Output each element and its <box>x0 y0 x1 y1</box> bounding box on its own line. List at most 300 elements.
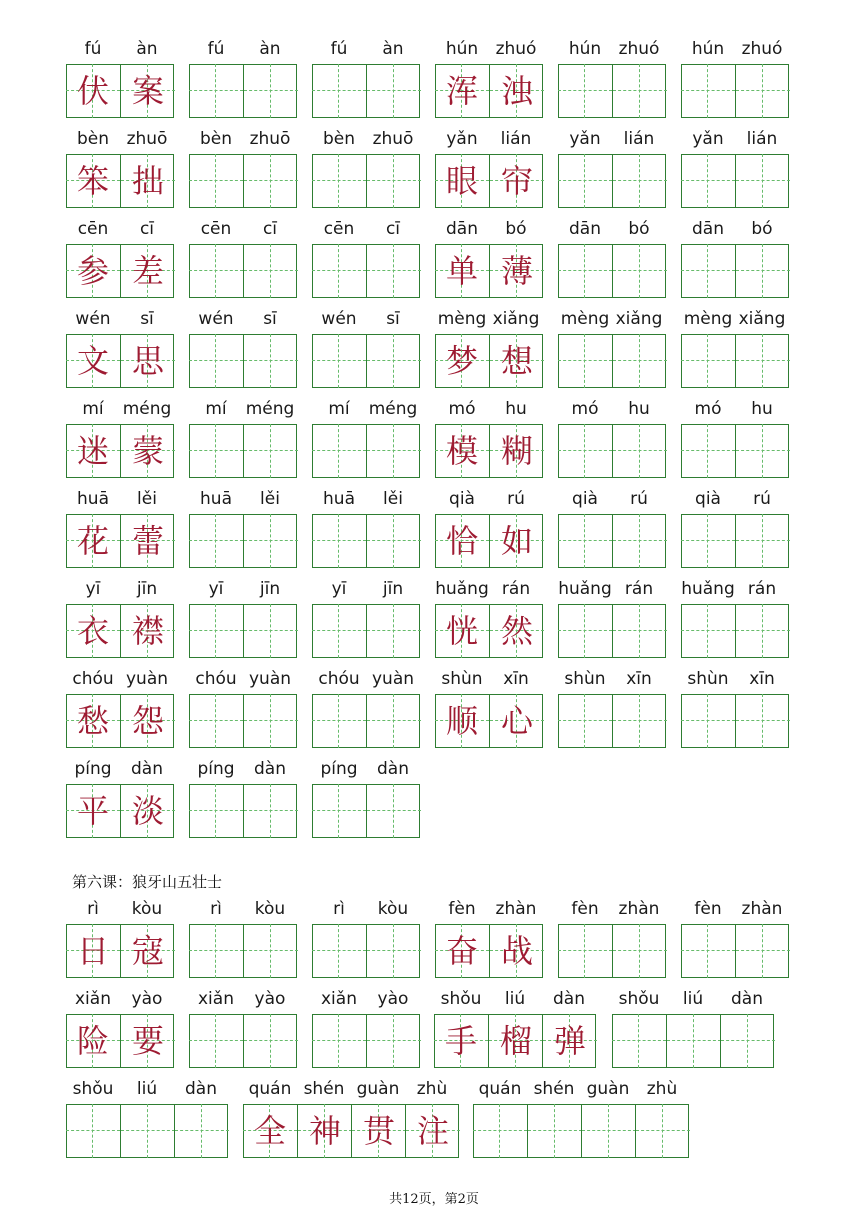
practice-box-group[interactable] <box>312 424 420 478</box>
guide-line-vertical <box>270 424 271 478</box>
writing-cell[interactable] <box>612 334 666 388</box>
writing-cell[interactable] <box>312 424 366 478</box>
guide-line-horizontal <box>244 360 298 361</box>
practice-box-group[interactable] <box>681 924 789 978</box>
writing-cell[interactable] <box>312 784 366 838</box>
writing-cell[interactable] <box>558 424 612 478</box>
model-word <box>435 694 543 748</box>
writing-cell[interactable] <box>612 924 666 978</box>
practice-box-group[interactable] <box>681 694 789 748</box>
pinyin-syllable: lěi <box>137 489 157 509</box>
character-cell <box>243 1104 297 1158</box>
pinyin-syllable: qià <box>449 489 475 509</box>
pinyin-syllable: xiǎn <box>321 989 357 1009</box>
guide-line-horizontal <box>636 1130 690 1131</box>
character-cell <box>120 924 174 978</box>
writing-cell[interactable] <box>189 924 243 978</box>
writing-cell[interactable] <box>243 604 297 658</box>
writing-cell[interactable] <box>243 244 297 298</box>
practice-box-group[interactable] <box>312 604 420 658</box>
character-cell <box>66 924 120 978</box>
writing-cell[interactable] <box>612 1014 666 1068</box>
pinyin-syllable: méng <box>122 399 172 419</box>
pinyin-syllable: dàn <box>185 1079 217 1099</box>
pinyin-syllable: kòu <box>254 899 286 919</box>
hanzi-character: 寇 <box>131 932 164 970</box>
pinyin-syllable: mó <box>448 399 476 419</box>
pinyin-syllable: dān <box>692 219 724 239</box>
practice-box-group[interactable] <box>189 694 297 748</box>
pinyin-syllable: yào <box>377 989 409 1009</box>
pinyin-syllable: huā <box>200 489 232 509</box>
writing-cell[interactable] <box>66 1104 120 1158</box>
writing-cell[interactable] <box>581 1104 635 1158</box>
hanzi-character: 襟 <box>131 612 164 650</box>
writing-cell[interactable] <box>681 604 735 658</box>
guide-line-horizontal <box>189 810 243 811</box>
guide-line-horizontal <box>121 1130 175 1131</box>
writing-cell[interactable] <box>612 604 666 658</box>
pinyin-syllable: lián <box>746 129 778 149</box>
writing-cell[interactable] <box>681 154 735 208</box>
writing-cell[interactable] <box>312 244 366 298</box>
pinyin-syllable: zhuó <box>495 39 537 59</box>
guide-line-vertical <box>554 1104 555 1158</box>
pinyin-syllable: píng <box>320 759 358 779</box>
writing-cell[interactable] <box>558 924 612 978</box>
writing-cell[interactable] <box>243 514 297 568</box>
pinyin-syllable: wén <box>75 309 111 329</box>
pinyin-syllable: hún <box>445 39 479 59</box>
character-cell <box>435 424 489 478</box>
guide-line-vertical <box>747 1014 748 1068</box>
practice-box-group[interactable] <box>312 154 420 208</box>
pinyin-syllable: cī <box>262 219 278 239</box>
pinyin-syllable: quán <box>248 1079 292 1099</box>
writing-cell[interactable] <box>558 694 612 748</box>
pinyin-syllable: méng <box>368 399 418 419</box>
practice-box-group[interactable] <box>189 334 297 388</box>
guide-line-vertical <box>338 694 339 748</box>
guide-line-vertical <box>147 1104 148 1158</box>
guide-line-vertical <box>215 694 216 748</box>
model-word <box>435 924 543 978</box>
practice-box-group[interactable] <box>312 1014 420 1068</box>
practice-box-group[interactable] <box>312 514 420 568</box>
guide-line-horizontal <box>189 180 243 181</box>
guide-line-vertical <box>393 514 394 568</box>
guide-line-horizontal <box>736 360 790 361</box>
writing-cell[interactable] <box>243 334 297 388</box>
writing-cell[interactable] <box>735 694 789 748</box>
guide-line-vertical <box>584 154 585 208</box>
character-cell <box>297 1104 351 1158</box>
character-cell <box>120 64 174 118</box>
pinyin-syllable: yuàn <box>125 669 169 689</box>
writing-cell[interactable] <box>243 694 297 748</box>
practice-box-group[interactable] <box>189 514 297 568</box>
writing-cell[interactable] <box>243 924 297 978</box>
guide-line-vertical <box>270 154 271 208</box>
writing-cell[interactable] <box>312 154 366 208</box>
guide-line-horizontal <box>558 540 612 541</box>
pinyin-syllable: guàn <box>586 1079 630 1099</box>
writing-cell[interactable] <box>312 334 366 388</box>
writing-cell[interactable] <box>735 604 789 658</box>
writing-cell[interactable] <box>558 64 612 118</box>
practice-box-group[interactable] <box>312 924 420 978</box>
pinyin-syllable: zhuō <box>249 129 291 149</box>
writing-cell[interactable] <box>174 1104 228 1158</box>
writing-cell[interactable] <box>635 1104 689 1158</box>
pinyin-syllable: xiǎng <box>615 309 663 329</box>
writing-cell[interactable] <box>366 424 420 478</box>
writing-cell[interactable] <box>243 64 297 118</box>
pinyin-syllable: cī <box>139 219 155 239</box>
guide-line-horizontal <box>681 180 735 181</box>
practice-box-group[interactable] <box>681 244 789 298</box>
character-cell <box>405 1104 459 1158</box>
practice-box-group[interactable] <box>189 424 297 478</box>
practice-box-group[interactable] <box>189 784 297 838</box>
character-cell <box>489 924 543 978</box>
practice-box-group[interactable] <box>558 924 666 978</box>
writing-cell[interactable] <box>681 334 735 388</box>
guide-line-vertical <box>393 424 394 478</box>
writing-cell[interactable] <box>735 64 789 118</box>
guide-line-vertical <box>215 514 216 568</box>
writing-cell[interactable] <box>612 154 666 208</box>
writing-cell[interactable] <box>366 64 420 118</box>
pinyin-syllable: guàn <box>356 1079 400 1099</box>
guide-line-horizontal <box>613 630 667 631</box>
pinyin-syllable: fú <box>330 39 348 59</box>
writing-cell[interactable] <box>681 64 735 118</box>
character-cell <box>542 1014 596 1068</box>
practice-box-group[interactable] <box>189 64 297 118</box>
pinyin-syllable: yǎn <box>692 129 724 149</box>
writing-cell[interactable] <box>366 334 420 388</box>
pinyin-syllable: mèng <box>683 309 733 329</box>
pinyin-syllable: yī <box>331 579 347 599</box>
pinyin-syllable: sī <box>263 309 277 329</box>
guide-line-vertical <box>608 1104 609 1158</box>
practice-box-group[interactable] <box>558 424 666 478</box>
pinyin-syllable: mí <box>328 399 350 419</box>
practice-box-group[interactable] <box>681 424 789 478</box>
character-cell <box>66 64 120 118</box>
practice-box-group[interactable] <box>189 1014 297 1068</box>
writing-cell[interactable] <box>120 1104 174 1158</box>
practice-box-group[interactable] <box>312 784 420 838</box>
guide-line-vertical <box>393 694 394 748</box>
writing-cell[interactable] <box>189 694 243 748</box>
guide-line-vertical <box>338 924 339 978</box>
practice-box-group[interactable] <box>681 604 789 658</box>
writing-cell[interactable] <box>558 514 612 568</box>
writing-cell[interactable] <box>366 514 420 568</box>
pinyin-syllable: huā <box>323 489 355 509</box>
guide-line-vertical <box>762 514 763 568</box>
practice-box-group[interactable] <box>558 334 666 388</box>
pinyin-syllable: chóu <box>318 669 360 689</box>
writing-cell[interactable] <box>312 604 366 658</box>
guide-line-horizontal <box>66 1130 120 1131</box>
practice-box-group[interactable] <box>189 244 297 298</box>
writing-cell[interactable] <box>366 1014 420 1068</box>
writing-cell[interactable] <box>312 514 366 568</box>
writing-cell[interactable] <box>681 924 735 978</box>
model-word <box>435 424 543 478</box>
practice-box-group[interactable] <box>558 244 666 298</box>
guide-line-vertical <box>215 784 216 838</box>
pinyin-syllable: xīn <box>749 669 775 689</box>
character-cell <box>66 334 120 388</box>
practice-box-group[interactable] <box>189 924 297 978</box>
character-cell <box>489 514 543 568</box>
practice-box-group[interactable] <box>312 334 420 388</box>
guide-line-horizontal <box>367 540 421 541</box>
writing-cell[interactable] <box>189 154 243 208</box>
writing-cell[interactable] <box>612 64 666 118</box>
guide-line-horizontal <box>189 90 243 91</box>
guide-line-horizontal <box>189 1040 243 1041</box>
writing-cell[interactable] <box>612 694 666 748</box>
hanzi-character: 眼 <box>445 162 478 200</box>
writing-cell[interactable] <box>735 244 789 298</box>
writing-cell[interactable] <box>312 694 366 748</box>
pinyin-syllable: mí <box>205 399 227 419</box>
writing-cell[interactable] <box>558 244 612 298</box>
pinyin-syllable: bó <box>751 219 773 239</box>
writing-cell[interactable] <box>612 244 666 298</box>
character-cell <box>434 1014 488 1068</box>
guide-line-vertical <box>639 154 640 208</box>
guide-line-horizontal <box>736 720 790 721</box>
guide-line-horizontal <box>613 180 667 181</box>
guide-line-horizontal <box>312 450 366 451</box>
guide-line-horizontal <box>681 450 735 451</box>
guide-line-vertical <box>270 694 271 748</box>
guide-line-vertical <box>393 334 394 388</box>
model-word <box>435 154 543 208</box>
guide-line-horizontal <box>244 720 298 721</box>
writing-cell[interactable] <box>735 334 789 388</box>
guide-line-horizontal <box>244 90 298 91</box>
writing-cell[interactable] <box>243 784 297 838</box>
character-cell <box>435 604 489 658</box>
writing-cell[interactable] <box>189 244 243 298</box>
guide-line-vertical <box>270 784 271 838</box>
writing-cell[interactable] <box>189 1014 243 1068</box>
practice-box-group[interactable] <box>558 64 666 118</box>
guide-line-horizontal <box>736 540 790 541</box>
pinyin-syllable: zhù <box>416 1079 448 1099</box>
practice-box-group[interactable] <box>66 1104 228 1158</box>
practice-box-group[interactable] <box>189 604 297 658</box>
pinyin-syllable: shǒu <box>618 989 660 1009</box>
guide-line-vertical <box>639 924 640 978</box>
pinyin-syllable: qià <box>695 489 721 509</box>
writing-cell[interactable] <box>735 154 789 208</box>
practice-box-group[interactable] <box>558 694 666 748</box>
writing-cell[interactable] <box>558 334 612 388</box>
writing-cell[interactable] <box>312 64 366 118</box>
hanzi-character: 梦 <box>445 342 478 380</box>
character-cell <box>66 424 120 478</box>
guide-line-vertical <box>338 424 339 478</box>
writing-cell[interactable] <box>189 514 243 568</box>
writing-cell[interactable] <box>681 244 735 298</box>
writing-cell[interactable] <box>189 334 243 388</box>
pinyin-syllable: shén <box>533 1079 575 1099</box>
guide-line-horizontal <box>367 950 421 951</box>
practice-box-group[interactable] <box>681 514 789 568</box>
hanzi-character: 全 <box>253 1112 286 1150</box>
practice-box-group[interactable] <box>612 1014 774 1068</box>
pinyin-syllable: liú <box>504 989 526 1009</box>
guide-line-vertical <box>270 334 271 388</box>
writing-cell[interactable] <box>243 1014 297 1068</box>
pinyin-syllable: bó <box>505 219 527 239</box>
character-cell <box>66 514 120 568</box>
guide-line-vertical <box>762 924 763 978</box>
pinyin-syllable: xiǎn <box>75 989 111 1009</box>
guide-line-horizontal <box>244 270 298 271</box>
guide-line-vertical <box>393 1014 394 1068</box>
guide-line-vertical <box>707 244 708 298</box>
pinyin-syllable: sī <box>386 309 400 329</box>
writing-cell[interactable] <box>681 514 735 568</box>
guide-line-horizontal <box>312 630 366 631</box>
writing-cell[interactable] <box>312 924 366 978</box>
writing-cell[interactable] <box>720 1014 774 1068</box>
hanzi-character: 神 <box>308 1112 341 1150</box>
writing-cell[interactable] <box>666 1014 720 1068</box>
practice-box-group[interactable] <box>558 604 666 658</box>
practice-box-group[interactable] <box>558 154 666 208</box>
writing-cell[interactable] <box>612 424 666 478</box>
writing-cell[interactable] <box>735 514 789 568</box>
guide-line-horizontal <box>558 950 612 951</box>
practice-box-group[interactable] <box>558 514 666 568</box>
writing-cell[interactable] <box>189 424 243 478</box>
pinyin-syllable: zhàn <box>741 899 783 919</box>
pinyin-syllable: bèn <box>322 129 356 149</box>
writing-cell[interactable] <box>735 424 789 478</box>
writing-cell[interactable] <box>527 1104 581 1158</box>
character-cell <box>120 694 174 748</box>
character-cell <box>435 244 489 298</box>
practice-box-group[interactable] <box>681 64 789 118</box>
pinyin-syllable: dàn <box>553 989 585 1009</box>
writing-cell[interactable] <box>735 924 789 978</box>
practice-box-group[interactable] <box>312 244 420 298</box>
guide-line-vertical <box>707 924 708 978</box>
guide-line-horizontal <box>367 180 421 181</box>
pinyin-syllable: yào <box>254 989 286 1009</box>
writing-cell[interactable] <box>189 784 243 838</box>
pinyin-syllable: kòu <box>131 899 163 919</box>
practice-box-group[interactable] <box>312 694 420 748</box>
character-cell <box>120 604 174 658</box>
practice-box-group[interactable] <box>473 1104 689 1158</box>
guide-line-horizontal <box>681 720 735 721</box>
guide-line-horizontal <box>312 1040 366 1041</box>
writing-cell[interactable] <box>366 924 420 978</box>
guide-line-vertical <box>639 64 640 118</box>
guide-line-horizontal <box>189 270 243 271</box>
character-cell <box>489 64 543 118</box>
hanzi-character: 想 <box>500 342 533 380</box>
writing-cell[interactable] <box>312 1014 366 1068</box>
writing-cell[interactable] <box>189 64 243 118</box>
pinyin-syllable: cī <box>385 219 401 239</box>
guide-line-horizontal <box>613 360 667 361</box>
pinyin-syllable: mó <box>694 399 722 419</box>
writing-cell[interactable] <box>558 604 612 658</box>
guide-line-horizontal <box>473 1130 527 1131</box>
writing-cell[interactable] <box>473 1104 527 1158</box>
writing-cell[interactable] <box>366 604 420 658</box>
guide-line-horizontal <box>613 950 667 951</box>
practice-box-group[interactable] <box>189 154 297 208</box>
guide-line-vertical <box>338 64 339 118</box>
writing-cell[interactable] <box>681 694 735 748</box>
guide-line-vertical <box>584 604 585 658</box>
pinyin-syllable: rán <box>624 579 654 599</box>
guide-line-horizontal <box>367 630 421 631</box>
model-word <box>66 604 174 658</box>
practice-box-group[interactable] <box>312 64 420 118</box>
hanzi-character: 蕾 <box>131 522 164 560</box>
writing-cell[interactable] <box>366 784 420 838</box>
hanzi-character: 注 <box>416 1112 449 1150</box>
guide-line-horizontal <box>367 810 421 811</box>
writing-cell[interactable] <box>366 244 420 298</box>
writing-cell[interactable] <box>612 514 666 568</box>
guide-line-vertical <box>215 424 216 478</box>
pinyin-syllable: xiǎng <box>738 309 786 329</box>
hanzi-character: 平 <box>76 792 109 830</box>
guide-line-horizontal <box>736 450 790 451</box>
practice-box-group[interactable] <box>681 154 789 208</box>
guide-line-vertical <box>270 1014 271 1068</box>
pinyin-syllable: rì <box>333 899 345 919</box>
writing-cell[interactable] <box>366 154 420 208</box>
guide-line-horizontal <box>367 720 421 721</box>
writing-cell[interactable] <box>243 154 297 208</box>
practice-box-group[interactable] <box>681 334 789 388</box>
writing-cell[interactable] <box>558 154 612 208</box>
guide-line-vertical <box>762 694 763 748</box>
model-word <box>243 1104 459 1158</box>
writing-cell[interactable] <box>681 424 735 478</box>
model-word <box>435 244 543 298</box>
lesson-title: 第六课：狼牙山五壮士 <box>72 873 223 891</box>
guide-line-vertical <box>270 924 271 978</box>
hanzi-character: 榴 <box>499 1022 532 1060</box>
writing-cell[interactable] <box>243 424 297 478</box>
guide-line-horizontal <box>312 90 366 91</box>
hanzi-character: 思 <box>131 342 164 380</box>
pinyin-syllable: mí <box>82 399 104 419</box>
guide-line-vertical <box>707 64 708 118</box>
guide-line-horizontal <box>189 720 243 721</box>
guide-line-horizontal <box>312 180 366 181</box>
writing-cell[interactable] <box>189 604 243 658</box>
writing-cell[interactable] <box>366 694 420 748</box>
